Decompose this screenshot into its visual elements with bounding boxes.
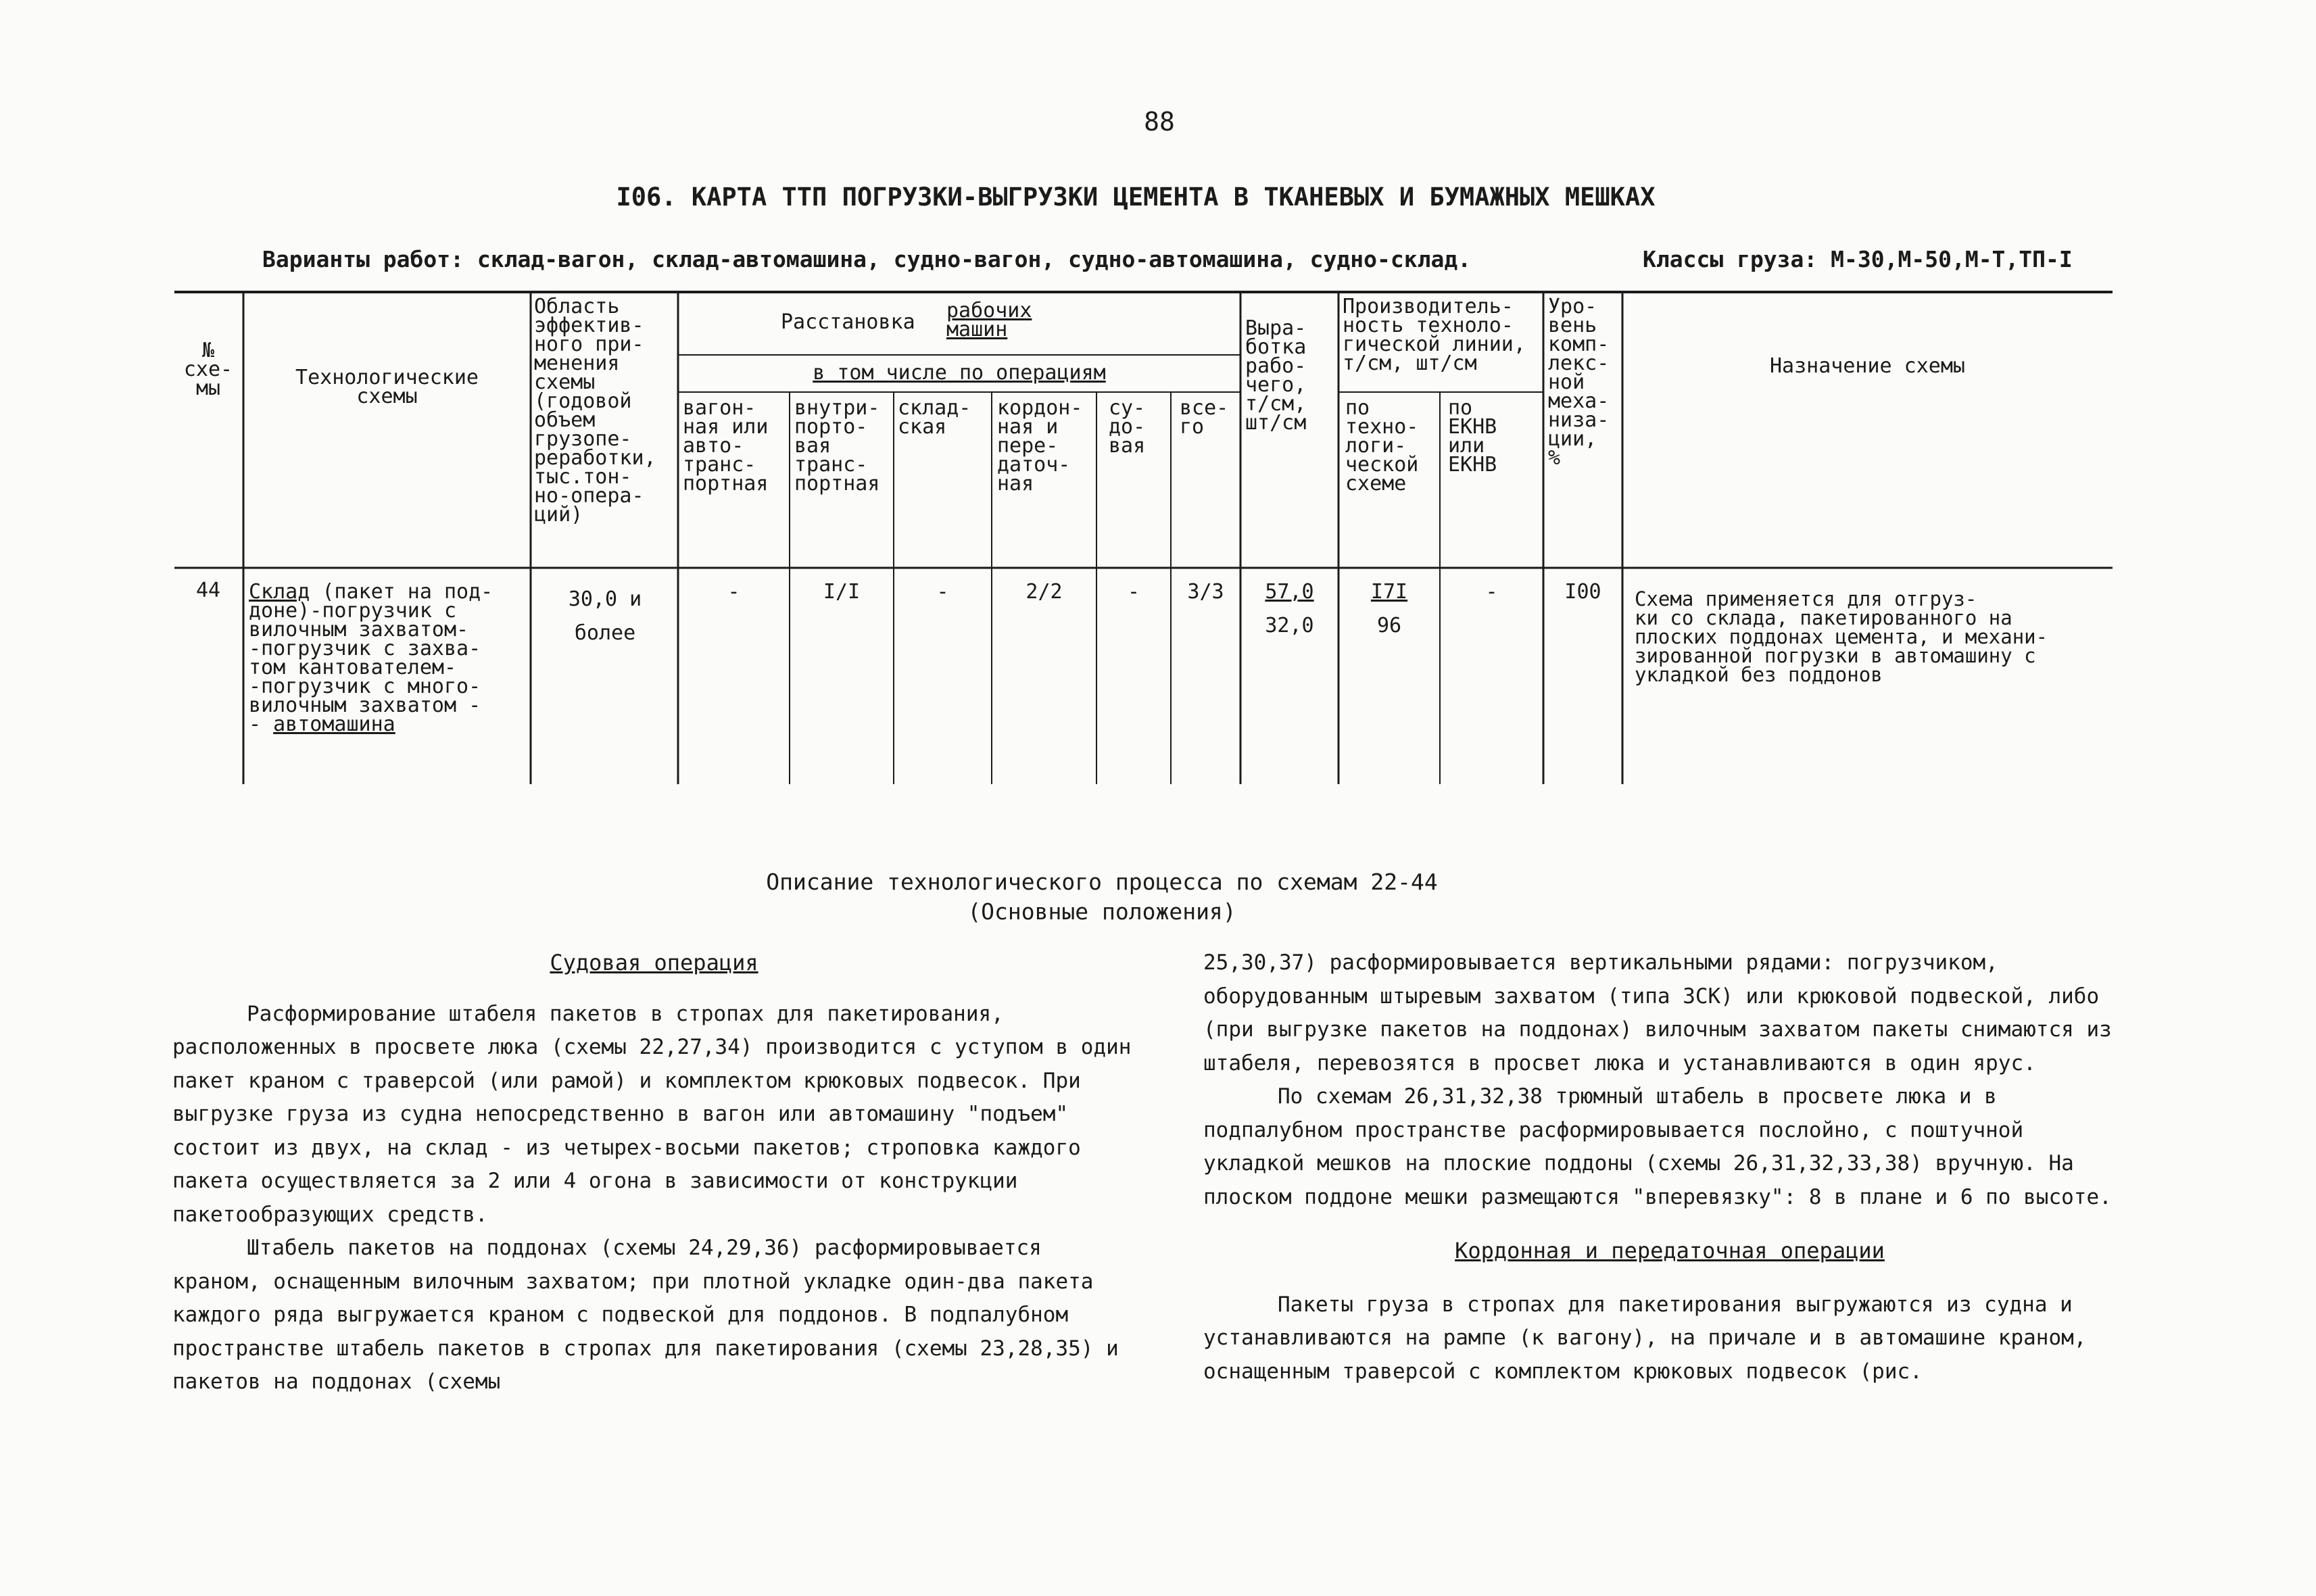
header-mechanization-level: Уро- вень комп- лекс- ной меха- низа- ции, %: [1548, 295, 1610, 470]
header-placement-machines: рабочих машин: [946, 299, 1032, 341]
header-purpose: Назначение схемы: [1770, 354, 1965, 378]
right-paragraph-3: Пакеты груза в стропах для пакетирования выгружаются из судна и устанавливаются на рампе (к вагону), на причале и в автомашине краном, оснащенным траверсой с комплектом крюковых подвесок (рис.: [1203, 1292, 2087, 1384]
header-scheme-number: № схе- мы: [183, 339, 233, 400]
header-ship: су- до- вая: [1109, 396, 1146, 458]
header-wagon-auto: вагон- ная или авто- транс- портная: [683, 396, 769, 495]
row-purpose: Схема применяется для отгруз- ки со склада, пакетированного на плоских поддонах цемента, и механи- зированной погрузки в автомашину с укладкой без поддонов: [1635, 587, 2048, 686]
left-paragraph-2: Штабель пакетов на поддонах (схемы 24,29,36) расформировывается краном, оснащенным вилочным захватом; при плотной укладке один-два пакета каждого ряда выгружается краном с подвеской для поддонов. В подпалубном пространстве штабель пакетов в стропах для пакетирования (схемы 23,28,35) и пакетов на поддонах (схемы: [172, 1236, 1119, 1394]
row-scheme-number: 44: [195, 579, 221, 602]
row-wagon-auto: -: [727, 580, 740, 604]
row-cordon: 2/2: [1026, 580, 1063, 604]
row-tech-scheme: [249, 580, 529, 736]
left-paragraph-1: Расформирование штабеля пакетов в стропах для пакетирования, расположенных в просвете люка (схемы 22,27,34) производится с уступом в один пакет краном с траверсой (или рамой) и комплектом крюковых подвесок. При выгрузке груза из судна непосредственно в вагон или автомашину "подъем" состоит из двух, на склад - из четырех-восьми пакетов; строповка каждого пакета осуществляется за 2 или 4 огона в зависимости от конструкции пакетообразующих средств.: [172, 1001, 1132, 1227]
row-prod-ekhv: -: [1485, 580, 1498, 604]
scheme-body: (пакет на под- доне)-погрузчик с вилочным захватом- -погрузчик с захва- том кантователем- -погрузчик с много- вилочным захватом - -: [249, 580, 493, 736]
cordon-operation-heading: Кордонная и передаточная операции: [1455, 1238, 1885, 1263]
row-ship: -: [1127, 580, 1140, 604]
cargo-classes: Классы груза: М-30,М-50,М-Т,ТП-I: [1643, 246, 2073, 272]
ship-operation-heading: Судовая операция: [550, 950, 758, 975]
header-incl-operations: в том числе по операциям: [813, 361, 1106, 385]
left-column: [172, 946, 1136, 1399]
row-output-pieces: 32,0: [1265, 614, 1314, 637]
header-by-ekhv: по ЕКНВ или ЕКНВ: [1448, 396, 1497, 477]
header-by-scheme: по техно- логи- ческой схеме: [1345, 396, 1419, 495]
header-cordon: кордон- ная и пере- даточ- ная: [997, 396, 1083, 495]
header-application-area: Область эффектив- ного при- менения схемы (годовой объем грузопе- реработки, тыс.тон- но-опера- ций): [534, 295, 656, 527]
section-title-line2: (Основные положения): [967, 898, 1236, 925]
scheme-start-label: Склад: [249, 580, 310, 604]
header-productivity: Производитель- ность техноло- гической линии, т/см, шт/см: [1343, 295, 1526, 375]
right-column: [1203, 946, 2136, 1388]
row-application-area: 30,0 и более: [568, 587, 642, 645]
work-variants: Варианты работ: склад-вагон, склад-автомашина, судно-вагон, судно-автомашина, судно-склад.: [262, 246, 1472, 272]
header-total: все- го: [1180, 396, 1229, 439]
row-prod-scheme-pieces: 96: [1376, 614, 1402, 637]
row-intraport: I/I: [823, 580, 861, 604]
header-intraport: внутри- порто- вая транс- портная: [794, 396, 880, 495]
page-number: 88: [1144, 107, 1175, 137]
section-title: [676, 867, 1528, 927]
scheme-end-label: автомашина: [273, 712, 395, 736]
header-output: Выра- ботка рабо- чего, т/см, шт/см: [1245, 316, 1307, 435]
row-mechanization: I00: [1564, 580, 1601, 604]
row-prod-scheme-tons: I7I: [1370, 580, 1408, 604]
right-paragraph-2: По схемам 26,31,32,38 трюмный штабель в просвете люка и в подпалубном пространстве расформировывается послойно, с поштучной укладкой мешков на плоские поддоны (схемы 26,31,32,33,38) вручную. На плоском поддоне мешки размещаются "вперевязку": 8 в плане и 6 по высоте.: [1203, 1084, 2112, 1209]
header-tech-schemes: Технологические схемы: [295, 366, 479, 408]
row-warehouse: -: [936, 580, 949, 604]
document-title: I06. КАРТА ТТП ПОГРУЗКИ-ВЫГРУЗКИ ЦЕМЕНТА В ТКАНЕВЫХ И БУМАЖНЫХ МЕШКАХ: [616, 183, 1656, 212]
row-output-tons: 57,0: [1265, 580, 1314, 604]
section-title-line1: Описание технологического процесса по схемам 22-44: [766, 869, 1438, 895]
right-paragraph-1: 25,30,37) расформировывается вертикальными рядами: погрузчиком, оборудованным штыревым захватом (типа ЗСК) или крюковой подвеской, либо (при выгрузке пакетов на поддонах) вилочным захватом пакеты снимаются из штабеля, перевозятся в просвет люка и устанавливаются в один ярус.: [1203, 950, 2112, 1075]
row-total: 3/3: [1187, 580, 1224, 604]
header-placement: Расстановка: [781, 310, 915, 334]
header-warehouse: склад- ская: [898, 396, 971, 439]
